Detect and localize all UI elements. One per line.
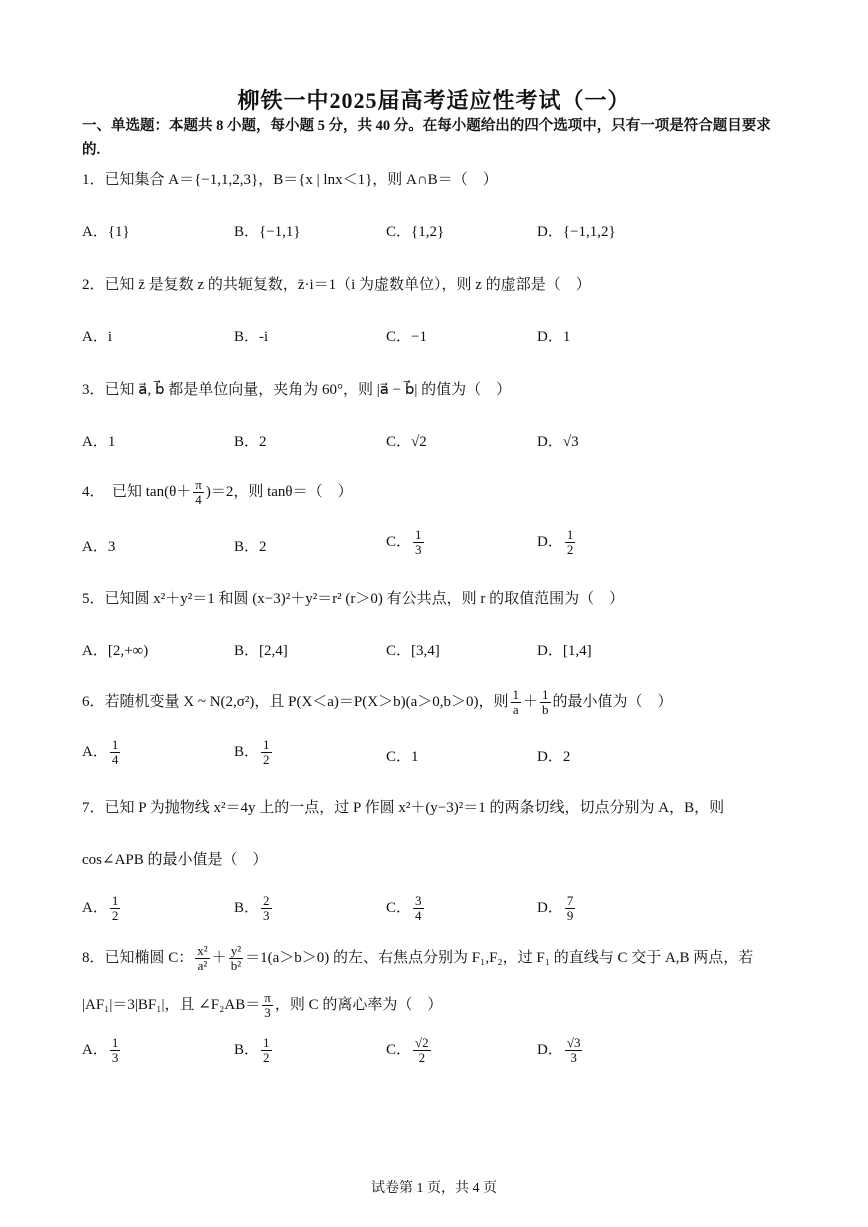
question-3-option-d[interactable]: D．√3 <box>537 434 579 450</box>
question-7-option-a[interactable]: A． $\frac{1}{2}$ <box>82 893 119 923</box>
question-4-option-a[interactable]: A．3 <box>82 539 116 555</box>
question-3-option-c[interactable]: C．√2 <box>386 434 427 450</box>
question-5-option-c[interactable]: C．[3,4] <box>386 643 440 659</box>
page-footer: 试卷第 1 页，共 4 页 <box>371 1181 497 1196</box>
question-2-option-a[interactable]: A．i <box>82 329 113 345</box>
question-7-stem: 7．已知 P 为抛物线 x²＝4y 上的一点，过 P 作圆 x²＋(y−3)²＝1 的两条切线，切点分别为 A，B，则 <box>82 800 725 816</box>
question-8-option-d[interactable]: D． $\frac{√3}{3}$ <box>537 1035 581 1065</box>
question-4-option-d[interactable]: D． $\frac{1}{2}$ <box>537 527 574 557</box>
question-5-option-a[interactable]: A．[2,+∞) <box>82 643 149 659</box>
question-6-stem: 6．若随机变量 X ~ N(2,σ²)，且 P(X＜a)＝P(X＞b)(a＞0,b＞0)，则 $\frac{1}{a}$ ＋ $\frac{1}{b}$ 的最小值为（ ） <box>82 687 673 717</box>
question-8-stem-line2: |AF₁|＝3|BF₁|，且 ∠F₂AB＝ $\frac{\pi}{3}$ ，则 C 的离心率为（ ） <box>82 990 443 1020</box>
question-1-stem: 1．已知集合 A＝{−1,1,2,3}，B＝{x | lnx＜1}，则 A∩B＝（ ） <box>82 172 498 188</box>
question-3-stem: 3．已知 a⃗, b⃗ 都是单位向量，夹角为 60°，则 |a⃗ − b⃗| 的值为（ ） <box>82 382 512 398</box>
question-4-option-c[interactable]: C． $\frac{1}{3}$ <box>386 527 422 557</box>
question-6-option-c[interactable]: C．1 <box>386 749 419 765</box>
section-heading: 一、单选题：本题共 8 小题，每小题 5 分，共 40 分。在每小题给出的四个选项中，只有一项是符合题目要求的. <box>82 118 771 158</box>
question-1-option-c[interactable]: C．{1,2} <box>386 224 445 240</box>
question-8-option-c[interactable]: C． $\frac{√2}{2}$ <box>386 1035 429 1065</box>
question-7-option-c[interactable]: C． $\frac{3}{4}$ <box>386 893 422 923</box>
question-2-option-d[interactable]: D．1 <box>537 329 571 345</box>
question-5-option-b[interactable]: B．[2,4] <box>234 643 288 659</box>
question-8-option-a[interactable]: A． $\frac{1}{3}$ <box>82 1035 119 1065</box>
page-title: 柳铁一中2025届高考适应性考试（一） <box>237 88 631 113</box>
question-4-option-b[interactable]: B．2 <box>234 539 267 555</box>
question-3-option-a[interactable]: A．1 <box>82 434 116 450</box>
question-1-option-a[interactable]: A．{1} <box>82 224 130 240</box>
question-6-option-b[interactable]: B． $\frac{1}{2}$ <box>234 737 270 767</box>
question-6-option-a[interactable]: A． $\frac{1}{4}$ <box>82 737 119 767</box>
question-2-option-b[interactable]: B．-i <box>234 329 269 345</box>
question-2-option-c[interactable]: C．−1 <box>386 329 427 345</box>
question-4-stem: 4． 已知 tan(θ＋ $\frac{\pi}{4}$ )＝2，则 tanθ＝（ ） <box>82 477 353 507</box>
fraction: $\frac{\pi}{4}$ <box>195 477 202 507</box>
question-8-option-b[interactable]: B． $\frac{1}{2}$ <box>234 1035 270 1065</box>
question-1-option-d[interactable]: D．{−1,1,2} <box>537 224 616 240</box>
question-6-option-d[interactable]: D．2 <box>537 749 571 765</box>
question-5-option-d[interactable]: D．[1,4] <box>537 643 592 659</box>
question-5-stem: 5．已知圆 x²＋y²＝1 和圆 (x−3)²＋y²＝r² (r＞0) 有公共点，则 r 的取值范围为（ ） <box>82 591 625 607</box>
question-7-option-d[interactable]: D． $\frac{7}{9}$ <box>537 893 574 923</box>
question-7-stem-line2: cos∠APB 的最小值是（ ） <box>82 852 268 868</box>
question-1-option-b[interactable]: B．{−1,1} <box>234 224 301 240</box>
question-3-option-b[interactable]: B．2 <box>234 434 267 450</box>
question-2-stem: 2．已知 z̄ 是复数 z 的共轭复数，z̄·i＝1（i 为虚数单位），则 z 的虚部是（ ） <box>82 277 591 293</box>
question-7-option-b[interactable]: B． $\frac{2}{3}$ <box>234 893 270 923</box>
question-8-stem: 8．已知椭圆 C： $\frac{\text{x²}}{\text{a²}}$ ＋ $\frac{\text{y²}}{\text{b²}}$ ＝1(a＞b＞0) 的左、右焦点分别为 F₁,F₂，过 F₁ 的直线与 C 交于 A,B 两点，若 <box>82 943 754 973</box>
